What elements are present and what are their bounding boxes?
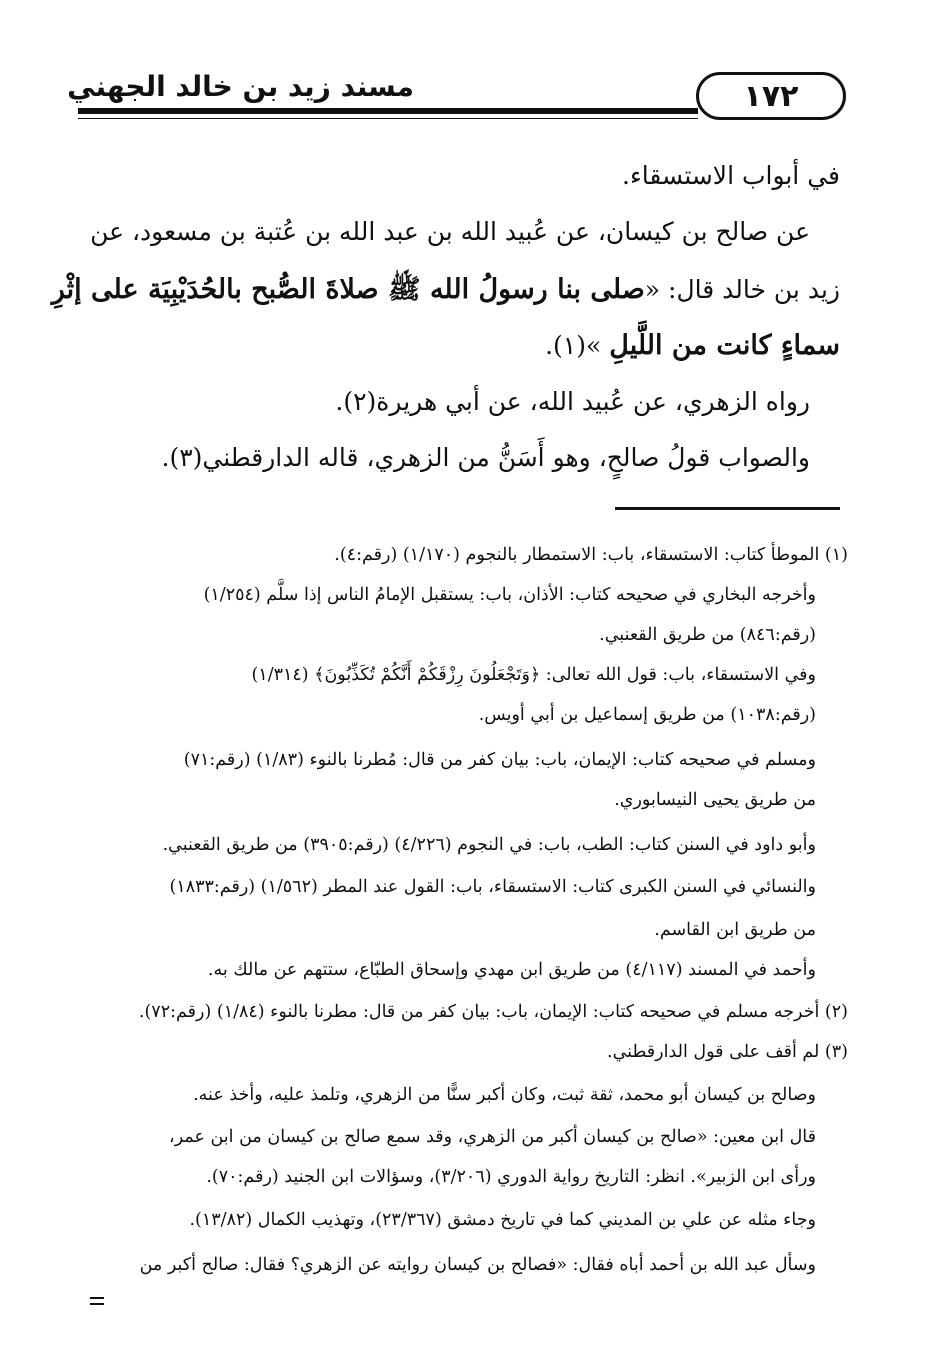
footnote-separator (615, 507, 840, 510)
continuation-mark (90, 1297, 104, 1307)
page-header (67, 68, 878, 124)
footnote-3-line: وسأل عبد الله بن أحمد أباه فقال: «فصالح بن كيسان روايته عن الزهري؟ فقال: صالح أكبر من (139, 1255, 816, 1275)
page-number-badge (696, 72, 846, 120)
main-line-1: في أبواب الاستسقاء. (622, 161, 840, 190)
footnote-3-line: قال ابن معين: «صالح بن كيسان أكبر من الزهري، وقد سمع صالح بن كيسان من ابن عمر، (169, 1127, 816, 1147)
footnote-1-line: وأحمد في المسند (٤/١١٧) من طريق ابن مهدي وإسحاق الطبّاع، ستتهم عن مالك به. (207, 960, 816, 980)
footnote-3-line: ورأى ابن الزبير». انظر: التاريخ رواية الدوري (٣/٢٠٦)، وسؤالات ابن الجنيد (رقم:٧٠). (206, 1167, 816, 1187)
footnote-1-line: وأخرجه البخاري في صحيحه كتاب: الأذان، باب: يستقبل الإمامُ الناس إذا سلَّم (١/٢٥٤) (203, 585, 816, 605)
hadith-close: »(١). (545, 331, 602, 360)
footnote-3-line: وجاء مثله عن علي بن المديني كما في تاريخ دمشق (٢٣/٣٦٧)، وتهذيب الكمال (١٣/٨٢). (189, 1210, 816, 1230)
footnote-1-line: وأبو داود في السنن كتاب: الطب، باب: في النجوم (٤/٢٢٦) (رقم:٣٩٠٥) من طريق القعنبي. (162, 835, 816, 855)
footnote-1-line: وفي الاستسقاء، باب: قول الله تعالى: ﴿وَتَجْعَلُونَ رِزْقَكُمْ أَنَّكُمْ تُكَذِّبُونَ﴾ (١/٣١٤) (251, 665, 816, 685)
main-line-4 (70, 318, 840, 374)
footnote-1-line: من طريق يحيى النيسابوري. (614, 790, 816, 810)
header-rule-thin (78, 118, 698, 119)
footnote-1-line: (رقم:٨٤٦) من طريق القعنبي. (599, 625, 816, 645)
main-line-2: عن صالح بن كيسان، عن عُبيد الله بن عبد الله بن عُتبة بن مسعود، عن (90, 217, 810, 246)
page-number: ١٧٢ (743, 78, 799, 114)
hadith-text-end: سماءٍ كانت من اللَّيلِ (609, 330, 840, 361)
footnote-2: (٢) أخرجه مسلم في صحيحه كتاب: الإيمان، باب: بيان كفر من قال: مطرنا بالنوء (١/٨٤) (رقم:٧٢). (138, 1002, 848, 1022)
header-rule (78, 108, 698, 114)
hadith-text: صلى بنا رسولُ الله ﷺ صلاةَ الصُّبح بالحُدَيْبِيَة على إثْرِ (51, 274, 645, 305)
footnote-1-line: ومسلم في صحيحه كتاب: الإيمان، باب: بيان كفر من قال: مُطرنا بالنوء (١/٨٣) (رقم:٧١) (183, 750, 816, 770)
main-line-3 (51, 262, 840, 318)
hadith-intro: زيد بن خالد قال: « (644, 275, 840, 304)
main-line-6: والصواب قولُ صالحٍ، وهو أَسَنُّ من الزهري، قاله الدارقطني(٣). (161, 443, 810, 472)
footnote-1-line: والنسائي في السنن الكبرى كتاب: الاستسقاء، باب: القول عند المطر (١/٥٦٢) (رقم:١٨٣٣) (169, 877, 816, 897)
running-title: مسند زيد بن خالد الجهني (67, 70, 414, 103)
footnote-1-line: من طريق ابن القاسم. (654, 920, 816, 940)
main-line-5: رواه الزهري، عن عُبيد الله، عن أبي هريرة(٢). (335, 387, 810, 416)
footnote-3: (٣) لم أقف على قول الدارقطني. (607, 1042, 848, 1062)
footnote-1: (١) الموطأ كتاب: الاستسقاء، باب: الاستمطار بالنجوم (١/١٧٠) (رقم:٤). (334, 545, 848, 565)
footnote-3-line: وصالح بن كيسان أبو محمد، ثقة ثبت، وكان أكبر سنًّا من الزهري، وتلمذ عليه، وأخذ عنه. (193, 1085, 816, 1105)
footnote-1-line: (رقم:١٠٣٨) من طريق إسماعيل بن أبي أويس. (478, 705, 816, 725)
